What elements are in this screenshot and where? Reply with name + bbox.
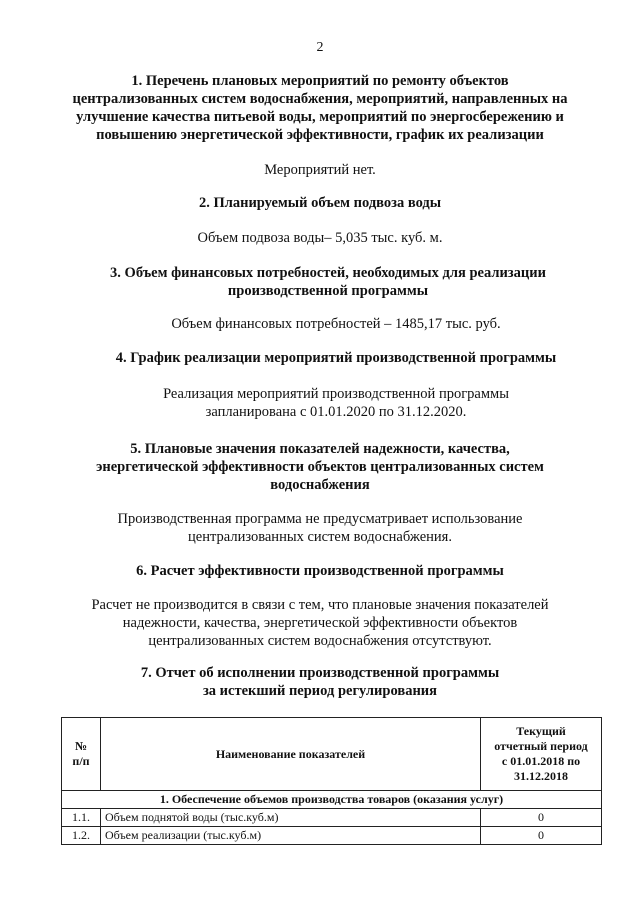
row-name: Объем реализации (тыс.куб.м) [101,827,481,845]
row-name: Объем поднятой воды (тыс.куб.м) [101,809,481,827]
section-1-title-line: централизованных систем водоснабжения, мероприятий, направленных на [72,91,568,107]
section-2-title [0,194,640,212]
section-6-text [0,596,640,650]
section-1-title-line: улучшение качества питьевой воды, мероприятий по энергосбережению и [76,109,564,125]
section-3-title-line: производственной программы [227,283,429,299]
row-num: 1.2. [62,827,101,845]
section-5-text [0,510,640,546]
section-5-title-line: 5. Плановые значения показателей надежности, качества, [130,441,510,457]
section-1-text [0,161,640,179]
table-section-label: 1. Обеспечение объемов производства товаров (оказания услуг) [62,791,602,809]
header-current-line: 31.12.2018 [514,769,568,783]
section-4-text [16,385,640,421]
section-7-title-line: 7. Отчет об исполнении производственной программы [140,665,500,681]
section-3-text [16,315,640,333]
section-5-title-line: энергетической эффективности объектов централизованных систем [96,459,544,475]
section-2-text [0,229,640,247]
section-3-title-line: 3. Объем финансовых потребностей, необходимых для реализации [110,265,546,281]
table-row [62,809,602,827]
header-current-line: с 01.01.2018 по [501,754,581,768]
section-3-title [8,264,640,300]
header-num-line: п/п [72,754,90,768]
section-1-title [0,72,640,144]
row-value: 0 [481,809,602,827]
header-current-line: отчетный период [494,739,588,753]
table-section-row [62,791,602,809]
page-number: 2 [316,40,324,55]
section-6-title-line: 6. Расчет эффективности производственной программы [136,563,504,579]
section-5-text-line: Производственная программа не предусматривает использование [117,511,523,527]
section-6-title [0,562,640,580]
section-7-title [0,664,640,700]
section-2-text-line: Объем подвоза воды– 5,035 тыс. куб. м. [197,230,443,246]
section-1-text-line: Мероприятий нет. [264,162,376,178]
section-3-text-line: Объем финансовых потребностей – 1485,17 тыс. руб. [171,316,501,332]
header-num-line: № [74,739,88,753]
section-5-title-line: водоснабжения [270,477,370,493]
section-5-text-line: централизованных систем водоснабжения. [188,529,452,545]
section-6-text-line: централизованных систем водоснабжения отсутствуют. [148,633,492,649]
row-num: 1.1. [62,809,101,827]
header-name: Наименование показателей [101,718,481,791]
section-7-title-line: за истекший период регулирования [202,683,438,699]
section-6-text-line: надежности, качества, энергетической эффективности объектов [122,615,518,631]
header-current-period [481,718,602,791]
section-4-text-line: запланирована с 01.01.2020 по 31.12.2020. [205,404,467,420]
row-value: 0 [481,827,602,845]
section-4-text-line: Реализация мероприятий производственной программы [163,386,509,402]
section-2-title-line: 2. Планируемый объем подвоза воды [198,195,442,211]
section-1-title-line: 1. Перечень плановых мероприятий по ремонту объектов [131,73,509,89]
section-5-title [0,440,640,494]
header-current-line: Текущий [516,724,566,738]
section-4-title [16,349,640,367]
report-table [61,717,602,845]
table-row [62,827,602,845]
header-num [62,718,101,791]
section-1-title-line: повышению энергетической эффективности, график их реализации [96,127,544,143]
section-4-title-line: 4. График реализации мероприятий производственной программы [115,350,557,366]
section-6-text-line: Расчет не производится в связи с тем, что плановые значения показателей [91,597,549,613]
table-header-row [62,718,602,791]
